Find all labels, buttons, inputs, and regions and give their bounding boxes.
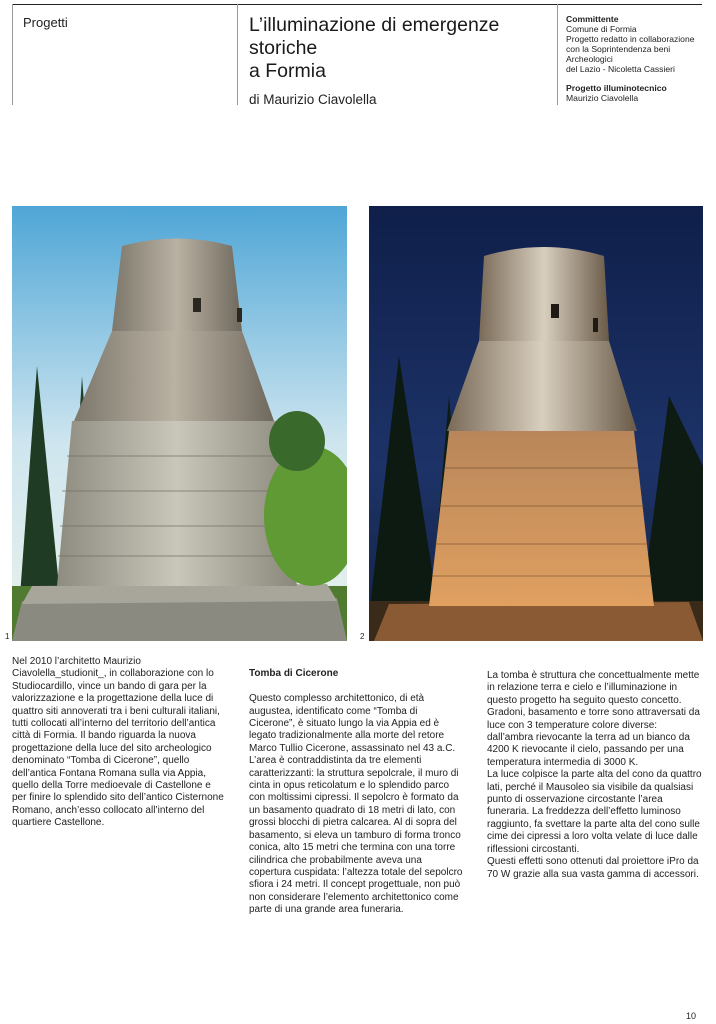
figure-number-2: 2	[360, 632, 365, 641]
photo-day-tomb	[12, 206, 347, 641]
progetto-text: Maurizio Ciavolella	[566, 93, 639, 103]
text-column-2-body: Questo complesso architettonico, di età augustea, identificato come “Tomba di Cicerone”, è situato lungo la via Appia ed è legato tradizionalmente alla morte del retore Marco Tullio Cicerone, assassinato nel 43 a.C. L’area è contraddistinta da tre elementi caratterizzanti: la struttura sepolcrale, il muro di cinta in opus reticolatum e lo splendido parco con moltissimi cipressi. Il sepolcro è formato da un basamento quadrato di 18 metri di lato, con grossi blocchi di pietra calcarea. Al di sopra del basamento, si eleva un tamburo di forma tronco conica, alto 15 metri che termina con una torre cilindrica che probabilmente aveva una copertura cuspidata: l’altezza totale del sepolcro sfiora i 24 metri. Il concept progettuale, non può non considerare l’elemento architettonico come parte di una grande area funeraria.	[249, 693, 463, 916]
credits-block	[566, 14, 711, 103]
header-rule	[12, 4, 702, 5]
committente-text: Comune di Formia Progetto redatto in collaborazione con la Soprintendenza beni Archeologici del Lazio - Nicoletta Cassieri	[566, 24, 695, 74]
page-title: L’illuminazione di emergenze storiche a Formia	[249, 14, 500, 82]
section-label: Progetti	[23, 15, 68, 30]
text-column-1: Nel 2010 l’architetto Maurizio Ciavolella_studionit_, in collaborazione con lo Studiocardillo, vince un bando di gara per la valorizzazione e la progettazione della luce di quattro siti annoverati tra i beni culturali italiani, tutti collocati all’interno del territorio dell’antica città di Formia. Il bando riguarda la nuova progettazione della luce del sito archeologico denominato “Tomba di Cicerone”, quello dell’antica Fontana Romana sulla via Appia, quello della Torre medioevale di Castellone e per finire lo splendido sito dell’antico Cisternone Romano, anch’esso collocato all’interno del quartiere Castellone.	[12, 656, 224, 829]
author-byline: di Maurizio Ciavolella	[249, 92, 377, 107]
header-divider-middle	[237, 4, 238, 105]
figure-number-1: 1	[5, 632, 10, 641]
header-divider-right	[557, 4, 558, 105]
text-column-2	[249, 656, 464, 929]
page-number: 10	[686, 1011, 697, 1021]
header-divider-left	[12, 4, 13, 105]
progetto-label: Progetto illuminotecnico	[566, 83, 667, 93]
committente-label: Committente	[566, 14, 619, 24]
subheading-tomba: Tomba di Cicerone	[249, 668, 339, 680]
text-column-3: La tomba è struttura che concettualmente mette in relazione terra e cielo e l’illuminazione in questo progetto ha seguito questo concetto. Gradoni, basamento e torre sono attraversati da luce con 3 temperature colore diverse: dall’ambra rievocante la terra ad un bianco da 4200 K rievocante il cielo, passando per una temperatura intermedia di 3000 K. La luce colpisce la parte alta del cono da quattro lati, perché il Mausoleo sia visibile da qualsiasi punto di osservazione circostante l’area funeraria. La freddezza dell’effetto luminoso raggiunto, fa svettare la parte alta del cono sulle cime dei cipressi a loro volta velate di luce dalle riflessioni circostanti. Questi effetti sono ottenuti dal proiettore iPro da 70 W grazie alla sua vasta gamma di accessori.	[487, 670, 702, 880]
photo-night-tomb	[369, 206, 703, 641]
